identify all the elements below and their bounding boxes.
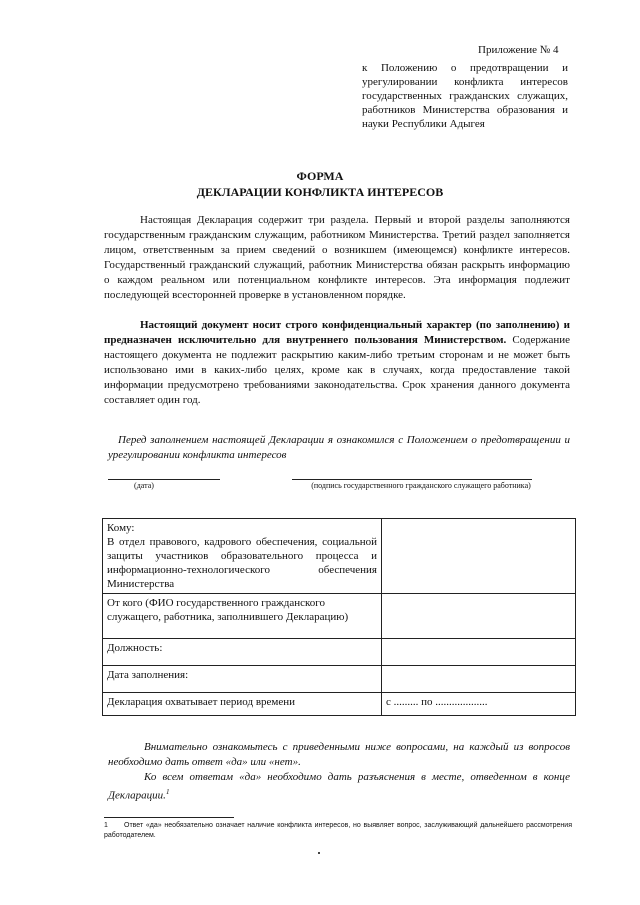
signature-line xyxy=(292,479,532,480)
from-value-cell[interactable] xyxy=(382,594,576,639)
date-caption: (дата) xyxy=(134,481,154,490)
date-line xyxy=(108,479,220,480)
footnote-text: Ответ «да» необязательно означает наличие конфликта интересов, но выявляет вопрос, заслуживающий дальнейшего рассмотрения работодателем. xyxy=(104,822,572,839)
intro-paragraph-2-rest: Содержание настоящего документа не подлежит раскрытию каким-либо третьим сторонам и не может быть использовано ими в каких-либо целях, кроме как в случаях, когда предоставление такой информации предусмотрено требованиями законодательства. Срок хранения данного документа составляет один год. xyxy=(104,334,570,406)
form-title xyxy=(0,168,640,200)
intro-paragraph-2 xyxy=(104,318,570,408)
notice-line-2-text: Ко всем ответам «да» необходимо дать разъяснения в месте, отведенном в конце Декларации. xyxy=(108,771,570,802)
page-mark xyxy=(318,852,320,854)
footnote-number: 1 xyxy=(104,822,108,829)
form-title-line2: ДЕКЛАРАЦИИ КОНФЛИКТА ИНТЕРЕСОВ xyxy=(196,185,444,199)
to-value-cell[interactable] xyxy=(382,519,576,594)
footnote-divider xyxy=(104,817,234,818)
table-row-from xyxy=(103,594,576,639)
period-label: Декларация охватывает период времени xyxy=(103,693,382,716)
period-value[interactable]: с ......... по ................... xyxy=(382,693,576,716)
position-value-cell[interactable] xyxy=(382,639,576,666)
appendix-body: к Положению о предотвращении и урегулировании конфликта интересов государственных гражданских служащих, работников Министерства образования и науки Республики Адыгея xyxy=(362,62,568,130)
notice-line-2 xyxy=(108,770,570,804)
intro-paragraph-1: Настоящая Декларация содержит три раздела. Первый и второй разделы заполняются государственным гражданским служащим, работником Министерства. Третий раздел заполняется лицом, ответственным за прием сведений о возникшем (имеющемся) конфликте интересов. Государственный гражданский служащий, работник Министерства обязан раскрыть информацию о каждом реальном или потенциальном конфликте интересов. Эта информация подлежит последующей всесторонней проверке в установленном порядке. xyxy=(104,214,570,301)
declaration-table xyxy=(102,518,576,716)
appendix-title: Приложение № 4 xyxy=(478,44,559,56)
to-cell xyxy=(103,519,382,594)
notice-block xyxy=(108,740,570,804)
fill-date-label: Дата заполнения: xyxy=(103,666,382,693)
table-row-to xyxy=(103,519,576,594)
table-row-position xyxy=(103,639,576,666)
form-title-line1: ФОРМА xyxy=(296,169,344,183)
table-row-period xyxy=(103,693,576,716)
acknowledgement-text: Перед заполнением настоящей Декларации я ознакомился с Положением о предотвращении и урегулировании конфликта интересов xyxy=(108,434,570,461)
signature-caption: (подпись государственного гражданского служащего работника) xyxy=(311,481,531,490)
confidential-notice: Настоящий документ носит строго конфиденциальный характер (по заполнению) и предназначен исключительно для внутреннего пользования Министерством. xyxy=(104,319,570,346)
to-label: Кому: xyxy=(107,522,135,534)
footnote xyxy=(104,821,572,841)
position-label: Должность: xyxy=(103,639,382,666)
notice-line-1: Внимательно ознакомьтесь с приведенными ниже вопросами, на каждый из вопросов необходимо дать ответ «да» или «нет». xyxy=(108,741,570,768)
fill-date-value-cell[interactable] xyxy=(382,666,576,693)
table-row-date xyxy=(103,666,576,693)
footnote-ref: 1 xyxy=(165,788,170,796)
to-body: В отдел правового, кадрового обеспечения, социальной защиты участников образовательного процесса и информационно-технологического обеспечения Министерства xyxy=(107,536,377,590)
from-label: От кого (ФИО государственного гражданского служащего, работника, заполнившего Декларацию) xyxy=(103,594,382,639)
